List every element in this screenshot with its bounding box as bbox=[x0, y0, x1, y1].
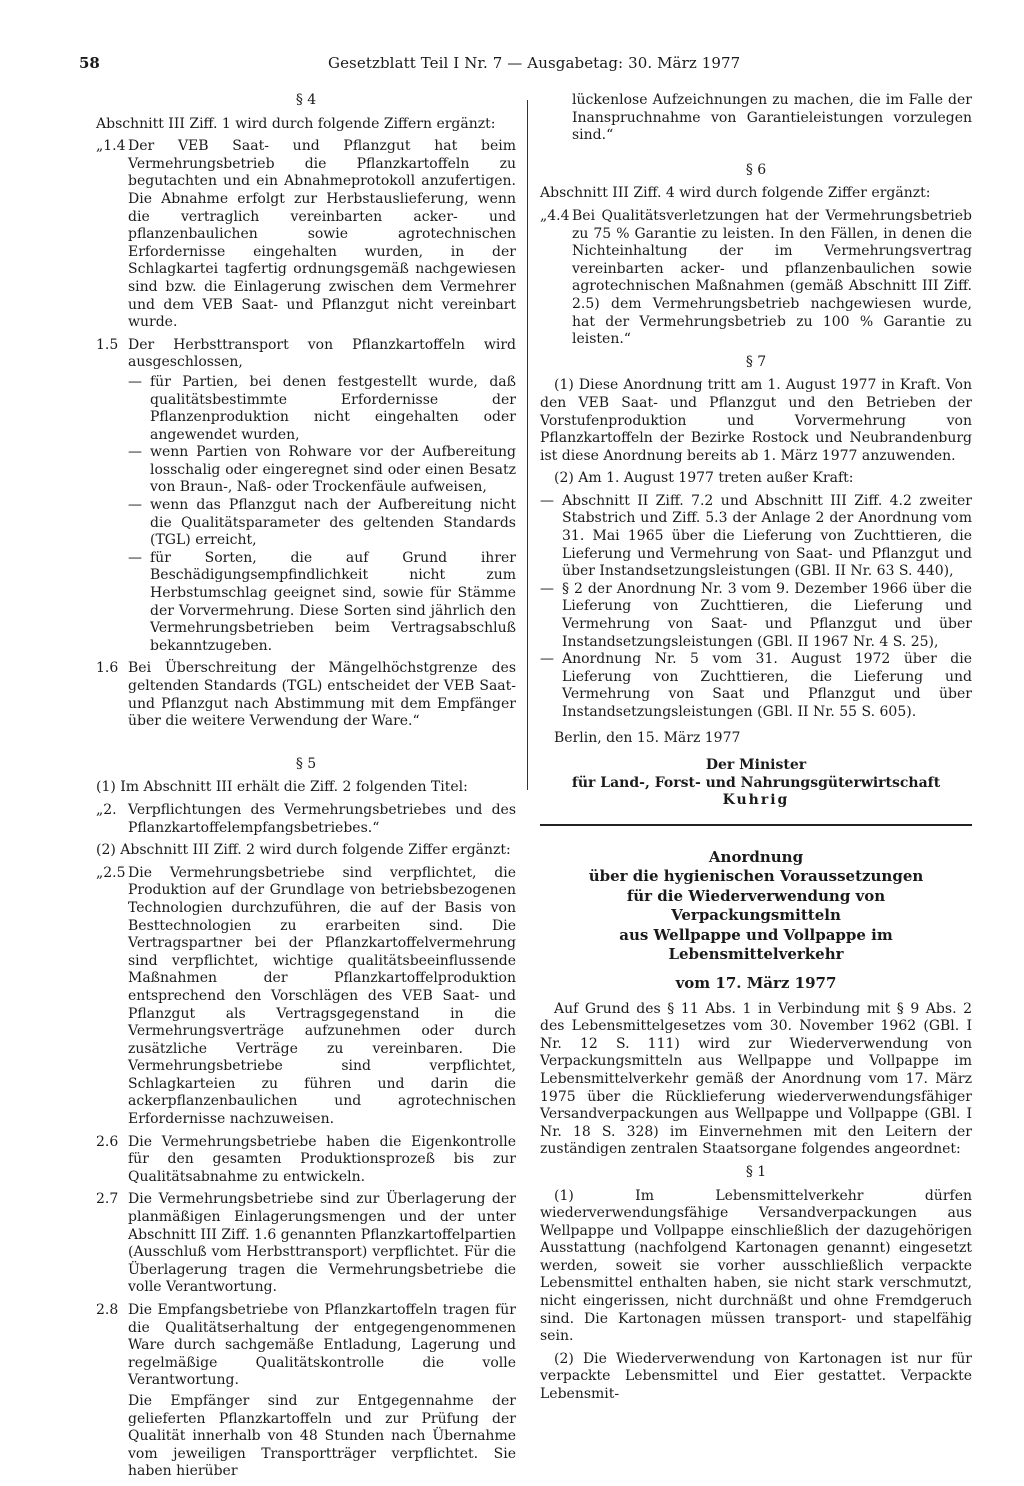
section-1-para-2: (2) Die Wiederverwendung von Kartonagen ist nur für verpackte Lebensmittel und Eier gestattet. Verpackte Lebensmit- bbox=[540, 1350, 972, 1403]
clause-text: Die Vermehrungsbetriebe sind verpflichtet, die Produktion auf der Grundlage von betriebsbezogenen Technologien durchzuführen, die auf der Basis von Besttechnologien zu erarbeiten sind. Die Vertragspartner bei der Pflanzkartoffelvermehrung sind verpflichtet, wichtige qualitätsbeeinflussende Maßnahmen der Pflanzkartoffelproduktion entsprechend den Vorschlägen des VEB Saat- und Pflanzgut als Vertragsgegenstand in die Vermehrungsverträge aufzunehmen oder durch zusätzliche Verträge zu vereinbaren. Die Vermehrungsbetriebe sind verpflichtet, Schlagkarteien zu führen und darin die ackerpflanzenbaulichen und agrotechnischen Erfordernisse nachzuweisen. bbox=[128, 864, 516, 1128]
ordinance-date: vom 17. März 1977 bbox=[675, 973, 837, 992]
clause-number: 1.5 bbox=[96, 336, 119, 353]
list-item: — für Partien, bei denen festgestellt wurde, daß qualitätsbestimmte Erfordernisse der Pflanzenproduktion nicht eingehalten oder angewendet wurden, bbox=[128, 373, 516, 443]
clause-2-6 bbox=[96, 1134, 516, 1187]
clause-number: „2.5 bbox=[96, 864, 126, 881]
running-head: Gesetzblatt Teil I Nr. 7 — Ausgabetag: 30. März 1977 bbox=[328, 54, 741, 72]
section-7-para-1: (1) Diese Anordnung tritt am 1. August 1977 in Kraft. Von den VEB Saat- und Pflanzgut und den Betrieben der Vorstufenproduktion und Vorvermehrung von Pflanzkartoffeln der Bezirke Rostock und Neubrandenburg ist diese Anordnung bereits ab 1. März 1977 anzuwenden. bbox=[540, 377, 972, 464]
clause-text: Die Vermehrungsbetriebe sind zur Überlagerung der planmäßigen Einlagerungsmengen und der unter Abschnitt III Ziff. 1.6 genannten Pflanzkartoffelpartien (Ausschluß vom Herbsttransport) verpflichtet. Für die Überlagerung tragen die Vermehrungsbetriebe die volle Verantwortung. bbox=[128, 1191, 516, 1296]
clause-number: 2.6 bbox=[96, 1133, 119, 1150]
ordinance-title-line: aus Wellpappe und Vollpappe im Lebensmittelverkehr bbox=[619, 925, 893, 964]
clause-number: 2.7 bbox=[96, 1191, 119, 1208]
list-item-text: für Sorten, die auf Grund ihrer Beschädigungsempfindlichkeit nicht zum Herbstumschlag geeignet sind, sowie für Stämme der Vorvermehrung. Diese Sorten sind jährlich den Vermehrungsbetrieben beim Vertragsabschluß bekanntzugeben. bbox=[150, 549, 516, 654]
section-6-title: § 6 bbox=[745, 161, 767, 178]
ordinance-title-line: über die hygienischen Voraussetzungen bbox=[588, 867, 924, 886]
clause-number: 1.6 bbox=[96, 660, 119, 677]
ordinance-intro: Auf Grund des § 11 Abs. 1 in Verbindung mit § 9 Abs. 2 des Lebensmittelgesetzes vom 30. November 1962 (GBl. I Nr. 12 S. 111) wird zur Wiederverwendung von Verpackungsmitteln aus Wellpappe und Vollpappe im Lebensmittelverkehr gemäß der Anordnung vom 17. März 1975 über die Rücklieferung wiederverwendungsfähiger Versandverpackungen aus Wellpappe und Vollpappe (GBl. I Nr. 18 S. 328) im Einvernehmen mit den Leitern der zuständigen zentralen Staatsorgane folgendes angeordnet: bbox=[540, 1000, 972, 1158]
clause-number: 2.8 bbox=[96, 1302, 119, 1318]
section-6-intro: Abschnitt III Ziff. 4 wird durch folgende Ziffer ergänzt: bbox=[540, 185, 931, 202]
signature-line-2: für Land-, Forst- und Nahrungsgüterwirtschaft bbox=[571, 774, 941, 791]
list-item: — wenn Partien von Rohware vor der Aufbereitung losschalig oder eingeregnet sind oder einen Besatz von Braun-, Naß- oder Trockenfäule aufweisen, bbox=[128, 444, 516, 496]
place-date: Berlin, den 15. März 1977 bbox=[554, 729, 741, 746]
clause-text: Bei Qualitätsverletzungen hat der Vermehrungsbetrieb zu 75 % Garantie zu leisten. In den Fällen, in denen die Nichteinhaltung der im Vermehrungsvertrag vereinbarten acker- und pflanzenbaulichen sowie agrotechnischen Maßnahmen (gemäß Abschnitt III Ziff. 2.5) dem Vermehrungsbetrieb nachgewiesen wurde, hat der Vermehrungsbetrieb zu 100 % Garantie zu leisten.“ bbox=[572, 207, 972, 348]
clause-number: „2. bbox=[96, 801, 117, 818]
section-1-para-1: (1) Im Lebensmittelverkehr dürfen wiederverwendungsfähige Versandverpackungen aus Wellpappe und Vollpappe einschließlich der dazugehörigen Ausstattung (nachfolgend Kartonagen genannt) eingesetzt werden, soweit sie vorher ausschließlich verpackte Lebensmittel enthalten haben, sie nicht stark verschmutzt, nicht eingerissen, nicht durchnäßt und ohne Fremdgeruch sind. Die Kartonagen müssen transport- und stapelfähig sein. bbox=[540, 1187, 972, 1345]
clause-1-6 bbox=[96, 660, 516, 730]
list-item-text: Anordnung Nr. 5 vom 31. August 1972 über die Lieferung von Zuchttieren, die Lieferung und Vermehrung von Saat und Pflanzgut und über Instandsetzungsleistungen (GBl. II Nr. 55 S. 605). bbox=[562, 651, 972, 720]
signature-name: Kuhrig bbox=[722, 792, 790, 809]
column-divider bbox=[527, 100, 528, 790]
page-header bbox=[0, 52, 1024, 78]
list-item-text: Abschnitt II Ziff. 7.2 und Abschnitt III Ziff. 4.2 zweiter Stabstrich und Ziff. 5.3 der Anlage 2 der Anordnung vom 31. Mai 1965 über die Lieferung von Zuchttieren, die Lieferung und Vermehrung von Saat- und Pflanzgut und über Instandsetzungsleistungen (GBl. II Nr. 63 S. 440), bbox=[562, 492, 972, 580]
clause-text: Bei Überschreitung der Mängelhöchstgrenze des geltenden Standards (TGL) entscheidet der VEB Saat- und Pflanzgut nach Abstimmung mit dem Empfänger über die weitere Verwendung der Ware.“ bbox=[128, 660, 516, 730]
clause-text: Die Vermehrungsbetriebe haben die Eigenkontrolle für den gesamten Produktionsprozeß bis zur Qualitätsabnahme zu entwickeln. bbox=[128, 1133, 516, 1185]
section-4-intro: Abschnitt III Ziff. 1 wird durch folgende Ziffern ergänzt: bbox=[96, 115, 496, 132]
section-5-para-1: (1) Im Abschnitt III erhält die Ziff. 2 folgenden Titel: bbox=[96, 779, 468, 796]
clause-1-5-list bbox=[128, 374, 516, 656]
right-column bbox=[540, 92, 972, 1409]
list-item: — Anordnung Nr. 5 vom 31. August 1972 über die Lieferung von Zuchttieren, die Lieferung und Vermehrung von Saat und Pflanzgut und über Instandsetzungsleistungen (GBl. II Nr. 55 S. 605). bbox=[540, 651, 972, 720]
clause-2-5 bbox=[96, 865, 516, 1129]
ordinance-title bbox=[540, 848, 972, 965]
clause-text: Der Herbsttransport von Pflanzkartoffeln wird ausgeschlossen, bbox=[128, 336, 516, 371]
clause-text: Verpflichtungen des Vermehrungsbetriebes und des Pflanzkartoffelempfangsbetriebes.“ bbox=[128, 801, 516, 836]
clause-2-8-continued bbox=[96, 1393, 516, 1481]
clause-2-7 bbox=[96, 1191, 516, 1297]
clause-number: „4.4 bbox=[540, 207, 570, 224]
clause-text: lückenlose Aufzeichnungen zu machen, die im Falle der Inanspruchnahme von Garantieleistungen vorzulegen sind.“ bbox=[572, 92, 972, 144]
left-column bbox=[96, 92, 516, 1486]
clause-text: Die Empfangsbetriebe von Pflanzkartoffeln tragen für die Qualitätserhaltung der entgegengenommenen Ware durch sachgemäße Entladung, Lagerung und regelmäßige Qualitätskontrolle die volle Verantwortung. bbox=[128, 1302, 516, 1389]
section-4-title: § 4 bbox=[295, 92, 317, 108]
clause-text: Der VEB Saat- und Pflanzgut hat beim Vermehrungsbetrieb die Pflanzkartoffeln zu begutachten und ein Abnahmeprotokoll anzufertigen. Die Abnahme erfolgt zur Herbstauslieferung, wenn die vertraglich vereinbarten acker- und pflanzenbaulichen sowie agrotechnischen Erfordernisse eingehalten wurden, in der Schlagkartei tagfertig ordnungsgemäß nachgewiesen sind bzw. die Einlagerung zwischen dem Vermehrer und dem VEB Saat- und Pflanzgut nicht vereinbart wurde. bbox=[128, 138, 516, 331]
page-number: 58 bbox=[79, 54, 100, 72]
clause-1-4 bbox=[96, 138, 516, 332]
section-7-title: § 7 bbox=[745, 353, 767, 370]
list-item-text: wenn das Pflanzgut nach der Aufbereitung nicht die Qualitätsparameter des geltenden Standards (TGL) erreicht, bbox=[150, 497, 516, 549]
signature-line-1: Der Minister bbox=[705, 757, 807, 774]
section-7-para-2: (2) Am 1. August 1977 treten außer Kraft: bbox=[554, 470, 854, 487]
list-item: — wenn das Pflanzgut nach der Aufbereitung nicht die Qualitätsparameter des geltenden Standards (TGL) erreicht, bbox=[128, 497, 516, 549]
clause-2-8 bbox=[96, 1302, 516, 1390]
ordinance-title-line: für die Wiederverwendung von Verpackungsmitteln bbox=[626, 886, 886, 925]
clause-2-8-end bbox=[540, 92, 972, 145]
clause-4-4 bbox=[540, 208, 972, 349]
clause-text: Die Empfänger sind zur Entgegennahme der gelieferten Pflanzkartoffeln und zur Prüfung der Qualität innerhalb von 48 Stunden nach Übernahme vom jeweiligen Transportträger verpflichtet. Sie haben hierüber bbox=[128, 1392, 516, 1480]
clause-number: „1.4 bbox=[96, 138, 126, 155]
section-1-title: § 1 bbox=[745, 1163, 767, 1180]
section-5-para-2: (2) Abschnitt III Ziff. 2 wird durch folgende Ziffer ergänzt: bbox=[96, 842, 511, 859]
section-rule bbox=[540, 824, 972, 826]
list-item: — für Sorten, die auf Grund ihrer Beschädigungsempfindlichkeit nicht zum Herbstumschlag geeignet sind, sowie für Stämme der Vorvermehrung. Diese Sorten sind jährlich den Vermehrungsbetrieben beim Vertragsabschluß bekanntzugeben. bbox=[128, 549, 516, 654]
list-item: — Abschnitt II Ziff. 7.2 und Abschnitt III Ziff. 4.2 zweiter Stabstrich und Ziff. 5.3 der Anlage 2 der Anordnung vom 31. Mai 1965 über die Lieferung von Zuchttieren, die Lieferung und Vermehrung von Saat- und Pflanzgut und über Instandsetzungsleistungen (GBl. II Nr. 63 S. 440), bbox=[540, 492, 972, 580]
list-item-text: § 2 der Anordnung Nr. 3 vom 9. Dezember 1966 über die Lieferung von Zuchttieren, die Lieferung und Vermehrung von Saat- und Pflanzgut und über Instandsetzungsleistungen (GBl. II 1967 Nr. 4 S. 25), bbox=[562, 580, 972, 650]
section-5-title: § 5 bbox=[295, 755, 317, 772]
list-item: — § 2 der Anordnung Nr. 3 vom 9. Dezember 1966 über die Lieferung von Zuchttieren, die Lieferung und Vermehrung von Saat- und Pflanzgut und über Instandsetzungsleistungen (GBl. II 1967 Nr. 4 S. 25), bbox=[540, 580, 972, 650]
list-item-text: wenn Partien von Rohware vor der Aufbereitung losschalig oder eingeregnet sind oder einen Besatz von Braun-, Naß- oder Trockenfäule aufweisen, bbox=[150, 444, 516, 496]
ordinance-title-line: Anordnung bbox=[708, 847, 804, 866]
clause-2-title bbox=[96, 802, 516, 837]
clause-1-5 bbox=[96, 337, 516, 372]
repealed-list bbox=[540, 493, 972, 722]
list-item-text: für Partien, bei denen festgestellt wurde, daß qualitätsbestimmte Erfordernisse der Pflanzenproduktion nicht eingehalten oder angewendet wurden, bbox=[150, 373, 516, 443]
